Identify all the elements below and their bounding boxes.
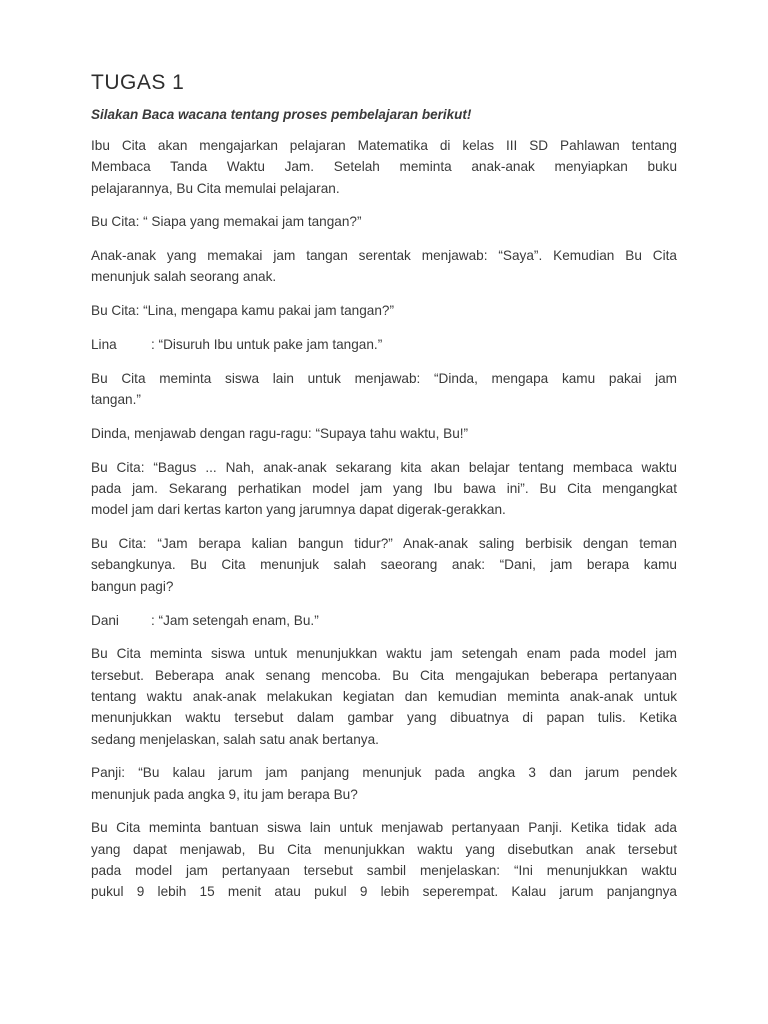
paragraph-line: tersebut. Beberapa anak senang mencoba. Bu Cita mengajukan beberapa pertanyaan	[91, 667, 677, 683]
paragraph-line: sedang menjelaskan, salah satu anak bertanya.	[91, 731, 379, 747]
instruction-text: Silakan Baca wacana tentang proses pembelajaran berikut!	[91, 107, 472, 122]
dialog-text: : “Disuruh Ibu untuk pake jam tangan.”	[151, 337, 383, 353]
dialog-line	[91, 334, 677, 355]
paragraph-line: menunjuk salah seorang anak.	[91, 269, 277, 285]
document-page	[91, 70, 677, 915]
paragraph	[91, 135, 677, 199]
paragraph	[91, 423, 677, 444]
paragraph-line: menunjuk pada angka 9, itu jam berapa Bu?	[91, 786, 358, 802]
paragraph-line: pelajarannya, Bu Cita memulai pelajaran.	[91, 180, 340, 196]
paragraph-line: Bu Cita meminta siswa lain untuk menjawab: “Dinda, mengapa kamu pakai jam	[91, 370, 677, 386]
paragraph-line: yang dapat menjawab, Bu Cita menunjukkan waktu yang disebutkan anak tersebut	[91, 841, 677, 857]
paragraph-line: Bu Cita meminta siswa untuk menunjukkan waktu jam setengah enam pada model jam	[91, 646, 677, 662]
document-body	[91, 135, 677, 903]
paragraph-line: Bu Cita meminta bantuan siswa lain untuk menjawab pertanyaan Panji. Ketika tidak ada	[91, 820, 677, 836]
paragraph-line: pukul 9 lebih 15 menit atau pukul 9 lebih seperempat. Kalau jarum panjangnya	[91, 884, 677, 900]
paragraph-line: Bu Cita: “ Siapa yang memakai jam tangan?”	[91, 214, 362, 230]
paragraph	[91, 245, 677, 288]
paragraph-line: tentang waktu anak-anak melakukan kegiatan dan kemudian meminta anak-anak untuk	[91, 688, 677, 704]
document-title: TUGAS 1	[91, 71, 185, 94]
paragraph-line: pada model jam pertanyaan tersebut sambil menjelaskan: “Ini menunjukkan waktu	[91, 863, 677, 879]
paragraph-line: Ibu Cita akan mengajarkan pelajaran Matematika di kelas III SD Pahlawan tentang	[91, 138, 677, 153]
paragraph-line: Dinda, menjawab dengan ragu-ragu: “Supaya tahu waktu, Bu!”	[91, 425, 469, 441]
dialog-row	[91, 334, 677, 355]
paragraph-line: tangan.”	[91, 392, 141, 408]
paragraph	[91, 533, 677, 597]
paragraph-line: menunjukkan waktu tersebut dalam gambar yang dibuatnya di papan tulis. Ketika	[91, 710, 677, 726]
paragraph	[91, 368, 677, 411]
paragraph	[91, 211, 677, 232]
paragraph	[91, 762, 677, 805]
speaker-name: Dani	[91, 612, 119, 628]
paragraph	[91, 643, 677, 749]
paragraph-line: pada jam. Sekarang perhatikan model jam yang Ibu bawa ini”. Bu Cita mengangkat	[91, 481, 677, 497]
paragraph	[91, 817, 677, 902]
paragraph-line: Membaca Tanda Waktu Jam. Setelah meminta anak-anak menyiapkan buku	[91, 159, 677, 175]
dialog-text: : “Jam setengah enam, Bu.”	[151, 612, 319, 628]
paragraph-line: Anak-anak yang memakai jam tangan serentak menjawab: “Saya”. Kemudian Bu Cita	[91, 248, 677, 264]
dialog-line	[91, 610, 677, 631]
paragraph	[91, 457, 677, 521]
dialog-row	[91, 610, 677, 631]
speaker-name: Lina	[91, 337, 117, 353]
paragraph-line: Panji: “Bu kalau jarum jam panjang menunjuk pada angka 3 dan jarum pendek	[91, 765, 677, 781]
paragraph-line: Bu Cita: “Bagus ... Nah, anak-anak sekarang kita akan belajar tentang membaca waktu	[91, 459, 677, 475]
paragraph-line: model jam dari kertas karton yang jarumnya dapat digerak-gerakkan.	[91, 502, 506, 518]
paragraph	[91, 300, 677, 321]
paragraph-line: Bu Cita: “Jam berapa kalian bangun tidur?” Anak-anak saling berbisik dengan teman	[91, 536, 677, 552]
paragraph-line: sebangkunya. Bu Cita menunjuk salah saeorang anak: “Dani, jam berapa kamu	[91, 557, 677, 573]
paragraph-line: bangun pagi?	[91, 578, 174, 594]
paragraph-line: Bu Cita: “Lina, mengapa kamu pakai jam tangan?”	[91, 303, 395, 319]
